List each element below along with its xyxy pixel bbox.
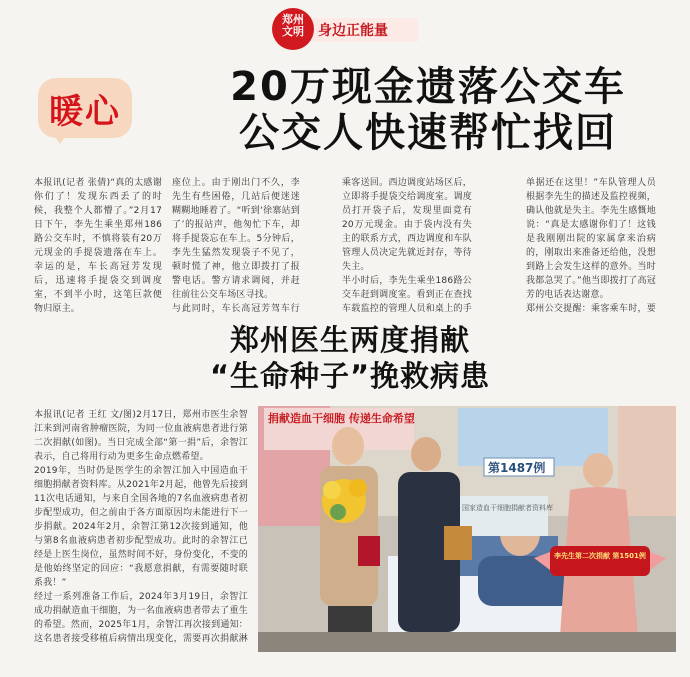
article2-body: 本报讯(记者 王红 文/图)2月17日，郑州市医生余智江来到河南省肿瘤医院，为同一位血液病患者进行第二次捐献(如图)。当日完成全部“第一捐”后，余智江表示，自己将用行动为更多生命点燃希望。 2019年，当时仍是医学生的余智江加入中国造血干细胞捐献者资料库。从2021年2月起，他曾先后接到11次电话通知，与来自全国各地的7名血液病患者初步配型成功，但之前由于各方面原因均未能进行下一步捐献。2024年2月，余智江第12次接到通知，他与第8名血液病患者初步配型成功。此时的余智江已经是上医生岗位，虽然时间不好，身份变化，不变的是他始终坚定的回应：“我愿意捐献，有需要随时联系我！” 经过一系列准备工作后，2024年3月19日，余智江成功捐献造血干细胞，为一名血液病患者带去了重生的希望。然而，2025年1月，余智江再次接到通知：这名患者接受移植后病情出现变化，需要再次捐献淋	[34, 410, 248, 644]
donation-photo-illustration	[258, 406, 676, 652]
wenming-badge-text: 郑州 文明	[282, 13, 304, 38]
article1-column-1: 本报讯(记者 张倩)“真的太感谢你们了！发现东西丢了的时候，我整个人都懵了。”2月17日下午，李先生乘坐郑州186路公交车时，不慎将装有20万元现金的手提袋遗落在车上。幸运的是，车长高冠芳发现后，迅速将手提袋交到调度室，不到半小时，这笔巨款便物归原主。	[34, 178, 162, 314]
article1-headline-line2: 公交人快速帮忙找回	[239, 110, 617, 156]
article-tag-text: 暖心	[49, 92, 121, 132]
article1-column-2: 座位上。由于刚出门不久，李先生有些困倦，几站后便迷迷糊糊地睡着了。“听到‘徐寨站到了’的报站声，他匆忙下车，却将手提袋忘在车上。5分钟后，李先生猛然发现袋子不见了，顿时慌了神，他立即拨打了报警电话。警方请求调阅，并赶往前往公交车场区寻找。 与此同时，车长高冠芳驾车行	[172, 178, 300, 314]
counter-text: 第1487例	[488, 461, 546, 475]
article1-column-3: 乘客送回。西边调度站场区后，立即将手提袋交给调度室。调度员打开袋子后，发现里面竟有20万元现金。由于袋内没有失主的联系方式，西边调度和车队管理人员决定先就近封存，等待失主。 半小时后，李先生乘坐186路公交车赶到调度室。看到正在查找车载监控的管理人员和桌上的手	[342, 178, 472, 314]
poster-title: 国家造血干细胞捐献者资料库	[462, 504, 553, 512]
banner-text: 捐献造血干细胞 传递生命希望	[268, 412, 415, 425]
wenming-badge	[272, 8, 314, 50]
column-title: 身边正能量	[318, 23, 388, 39]
article2-headline	[150, 322, 550, 394]
article1-column-4: 单据还在这里！”车队管理人员根据李先生的描述及监控视频，确认他就是失主。李先生感慨地说：“真是太感谢你们了！这钱是我刚刚出院的家属拿来治病的，刚取出来准备还给他，没想到路上会发生这样的意外。当时我都急哭了。”他当即拨打了高冠芳的电话表达谢意。 郑州公交提醒：乘客乘车时，要	[526, 178, 656, 314]
ribbon-text: 李先生第二次捐献 第1501例	[554, 552, 646, 560]
article1-headline	[198, 64, 658, 156]
article1-headline-line1: 20万现金遗落公交车	[230, 64, 626, 110]
donation-photo	[258, 406, 676, 652]
article2-headline-line1: 郑州医生两度捐献	[229, 323, 470, 357]
article2-headline-line2: “生命种子”挽救病患	[209, 359, 491, 393]
